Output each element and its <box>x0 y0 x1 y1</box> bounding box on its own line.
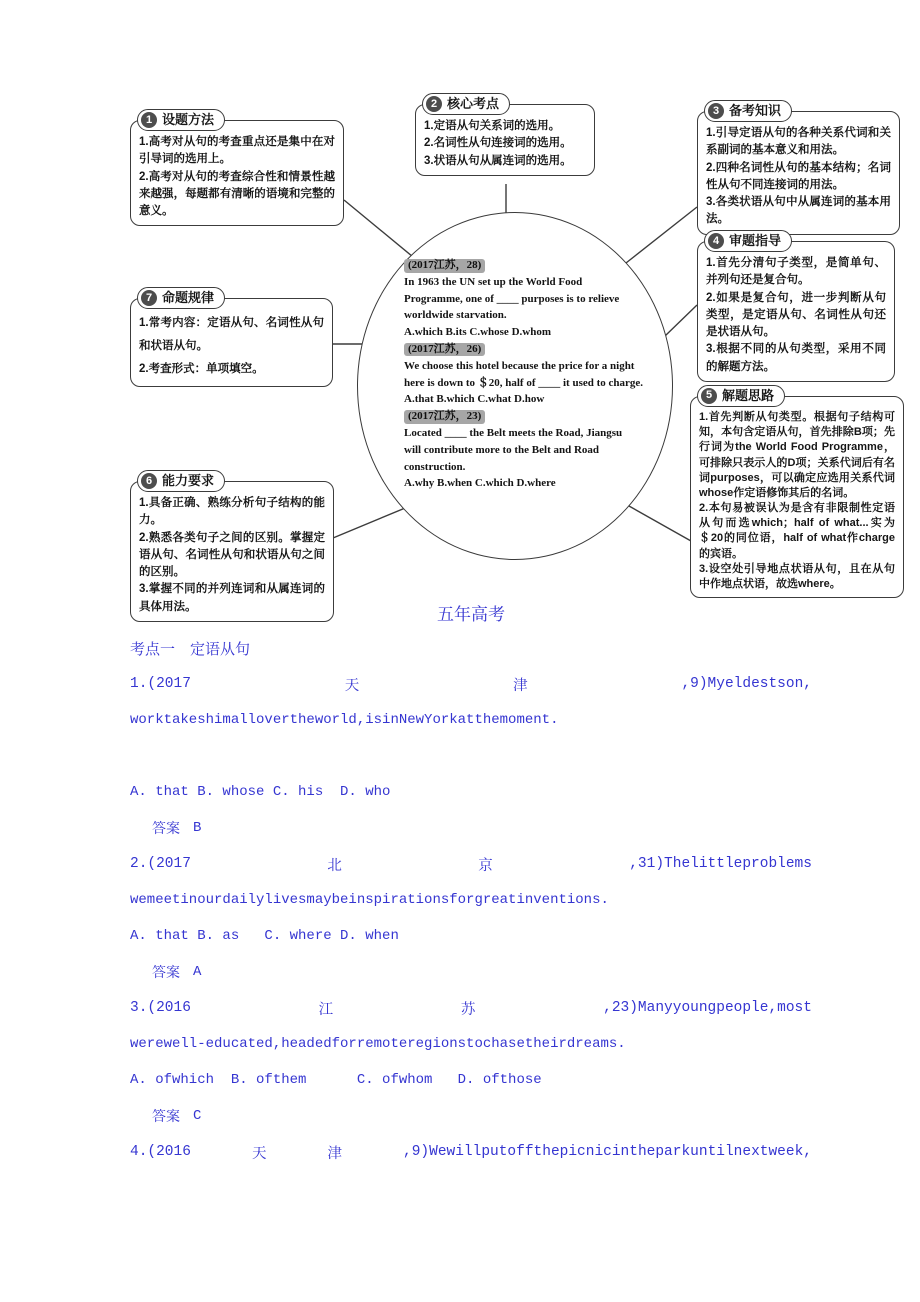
exam-source-tag-label: (2017江苏，26) <box>404 343 485 357</box>
mindmap-box-core-points <box>415 96 595 176</box>
five-year-exam-section <box>130 594 812 1170</box>
question-header-part: 天 <box>344 678 360 695</box>
box-title: 备考知识 <box>729 103 782 119</box>
exam-source-tag-label: (2017江苏，23) <box>404 410 485 424</box>
question-options: A. that B. whose C. his D. who <box>130 784 391 800</box>
box-text-line: 3.状语从句从属连词的选用。 <box>424 154 572 167</box>
answer-label: 答案 <box>152 822 180 838</box>
question-header <box>130 1134 812 1170</box>
mindmap-box-solution-approach <box>690 388 904 598</box>
box-text-line: 2.熟悉各类句子之间的区别。掌握定语从句、名词性从句和状语从句之间的区别。 <box>139 531 325 578</box>
connector-line <box>629 506 691 541</box>
question-body: wemeetinourdailylivesmaybeinspirationsforgreatinventions. <box>130 892 609 908</box>
box-text-line: 1.高考对从句的考查重点还是集中在对引导词的选用上。 <box>139 136 335 166</box>
connector-line <box>665 305 697 336</box>
question-text-line: construction. <box>404 460 466 473</box>
question-header-part: 2.(2017 <box>130 856 191 872</box>
box-text-line: 1.常考内容：定语从句、名词性从句和状语从句。 <box>139 317 324 352</box>
answer-row <box>130 954 812 990</box>
answer-value: C <box>193 1108 202 1124</box>
box-number-badge: 5 <box>701 388 717 404</box>
exam-source-tag <box>404 408 643 425</box>
box-text-line: 2.四种名词性从句的基本结构；名词性从句不同连接词的用法。 <box>706 161 891 191</box>
box-text-line: 3.各类状语从句中从属连词的基本用法。 <box>706 196 891 226</box>
connector-line <box>333 506 410 538</box>
question-header-part: 江 <box>318 1002 334 1019</box>
box-number-badge: 2 <box>426 96 442 112</box>
section-title: 五年高考 <box>437 604 505 624</box>
question-text-line: Programme, one of ____ purposes is to relieve <box>404 292 620 305</box>
mindmap-box-question-patterns <box>130 290 333 387</box>
question-header-part: ,9)Wewillputoffthepicnicintheparkuntilnextweek, <box>403 1144 812 1160</box>
question-text-line: worldwide starvation. <box>404 309 507 322</box>
question-header-part: 津 <box>327 1146 342 1163</box>
question-text-line: here is down to ＄20, half of ____ it used to charge. <box>404 376 644 389</box>
mindmap-box-question-analysis <box>697 233 895 382</box>
question-options-line: A.that B.which C.what D.how <box>404 393 545 406</box>
question-body: worktakeshimallovertheworld,isinNewYorkatthemoment. <box>130 712 559 728</box>
question-header-part: 1.(2017 <box>130 676 191 692</box>
answer-value: B <box>193 820 202 836</box>
box-text-line: 1.具备正确、熟练分析句子结构的能力。 <box>139 497 325 527</box>
box-number-badge: 4 <box>708 233 724 249</box>
box-title: 命题规律 <box>162 290 215 305</box>
question-header-part: ,23)Manyyoungpeople,most <box>603 1000 812 1016</box>
box-header <box>137 287 225 309</box>
question-text-line: We choose this hotel because the price for a night <box>404 359 635 372</box>
blank-line <box>130 738 812 774</box>
mindmap-box-prep-knowledge <box>697 103 900 235</box>
mindmap-box-question-setting <box>130 112 344 226</box>
exam-source-tag-label: (2017江苏，28) <box>404 259 485 273</box>
question-header-part: 苏 <box>460 1002 476 1019</box>
box-text-line: 2.本句易被误认为是含有非限制性定语从句而选which；half of what...实为＄20的同位语，half of what作charge的宾语。 <box>699 502 895 560</box>
box-number-badge: 3 <box>708 103 724 119</box>
question-text-line: Located ____ the Belt meets the Road, Jiangsu <box>404 426 623 439</box>
box-text-line: 2.考查形式：单项填空。 <box>139 363 264 375</box>
answer-label: 答案 <box>152 966 180 982</box>
box-title: 能力要求 <box>162 473 215 489</box>
question-header-part: 京 <box>478 858 493 875</box>
question-text-line: will contribute more to the Belt and Road <box>404 443 600 456</box>
question-header-part: 北 <box>327 858 342 875</box>
question-header-part: 3.(2016 <box>130 1000 191 1016</box>
question-header-part: 津 <box>513 678 528 695</box>
answer-row <box>130 1098 812 1134</box>
question-header <box>130 846 812 882</box>
mindmap-center-ellipse <box>357 212 673 560</box>
box-text-line: 2.如果是复合句，进一步判断从句类型，是定语从句、名词性从句还是状语从句。 <box>706 291 886 338</box>
question-header-part: ,9)Myeldestson, <box>681 676 812 692</box>
answer-row <box>130 810 812 846</box>
question-options: A. ofwhich B. ofthem C. ofwhom D. ofthose <box>130 1072 542 1088</box>
box-text-line: 3.根据不同的从句类型，采用不同的解题方法。 <box>706 343 886 373</box>
question-header-part: ,31)Thelittleproblems <box>629 856 812 872</box>
question-header-part: 天 <box>251 1146 267 1163</box>
box-number-badge: 7 <box>141 290 157 306</box>
box-number-badge: 1 <box>141 112 157 128</box>
center-question-block <box>404 257 643 492</box>
box-text-line: 3.掌握不同的并列连词和从属连词的具体用法。 <box>139 583 325 613</box>
box-text-line: 1.首先判断从句类型。根据句子结构可知，本句含定语从句，首先排除B项；先行词为the World Food Programme，可排除只表示人的D项；关系代词后有名词purposes，可以确定应选用关系代词whose作定语修饰其后的名词。 <box>699 411 895 499</box>
box-header <box>704 100 792 122</box>
box-title: 审题指导 <box>729 233 782 249</box>
box-header <box>422 93 510 115</box>
question-body: werewell-educated,headedforremoteregionstochasetheirdreams. <box>130 1036 626 1052</box>
box-title: 设题方法 <box>162 112 215 128</box>
box-text-line: 2.高考对从句的考查综合性和情景性越来越强，每题都有清晰的语境和完整的意义。 <box>139 170 335 217</box>
exam-source-tag <box>404 257 643 274</box>
question-header <box>130 990 812 1026</box>
box-text-line: 1.首先分清句子类型，是简单句、并列句还是复合句。 <box>706 257 886 287</box>
question-options-line: A.which B.its C.whose D.whom <box>404 326 551 339</box>
topic-heading: 考点一 定语从句 <box>130 640 251 658</box>
box-header <box>697 385 785 407</box>
exam-source-tag <box>404 341 643 358</box>
question-options: A. that B. as C. where D. when <box>130 928 399 944</box>
box-header <box>137 470 225 492</box>
box-title: 核心考点 <box>447 96 500 112</box>
box-text-line: 2.名词性从句连接词的选用。 <box>424 137 572 150</box>
answer-value: A <box>193 964 202 980</box>
box-text-line: 1.引导定语从句的各种关系代词和关系副词的基本意义和用法。 <box>706 127 891 157</box>
answer-label: 答案 <box>152 1110 180 1126</box>
box-text-line: 1.定语从句关系词的选用。 <box>424 120 561 132</box>
connector-line <box>626 207 697 263</box>
box-title: 解题思路 <box>722 388 775 404</box>
box-number-badge: 6 <box>141 473 157 489</box>
question-text-line: In 1963 the UN set up the World Food <box>404 275 583 288</box>
question-options-line: A.why B.when C.which D.where <box>404 477 556 490</box>
box-text-line: 3.设空处引导地点状语从句，且在从句中作地点状语，故选where。 <box>699 562 895 590</box>
box-header <box>137 109 225 131</box>
box-header <box>704 230 792 252</box>
question-header-part: 4.(2016 <box>130 1144 191 1160</box>
question-header <box>130 666 812 702</box>
